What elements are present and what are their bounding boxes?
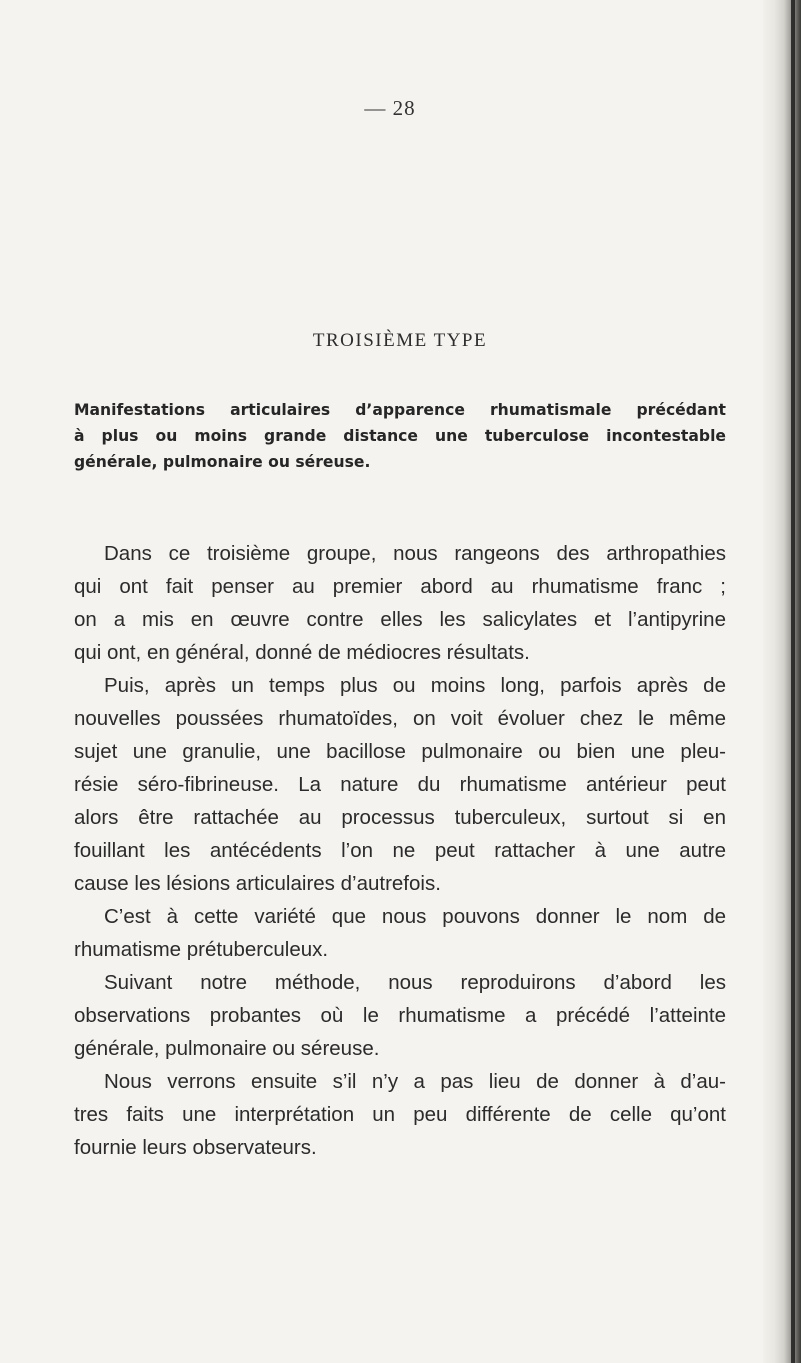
paragraph-line: alors être rattachée au processus tuberculeux, surtout si en [74, 806, 726, 829]
page-number: — 28 [364, 96, 416, 120]
subtitle-line: à plus ou moins grande distance une tuberculose incontestable [74, 427, 726, 445]
subtitle-line: générale, pulmonaire ou séreuse. [74, 453, 371, 471]
paragraph-line: résie séro-fibrineuse. La nature du rhumatisme antérieur peut [74, 773, 726, 796]
paragraph-line: fournie leurs observateurs. [74, 1136, 317, 1159]
paragraph-line: rhumatisme prétuberculeux. [74, 938, 329, 961]
paragraph-line: observations probantes où le rhumatisme a précédé l’atteinte [74, 1004, 726, 1027]
page-edge-shadow [763, 0, 801, 1363]
paragraph-line: cause les lésions articulaires d’autrefois. [74, 872, 441, 895]
page-edge-line [791, 0, 795, 1363]
paragraph-line: tres faits une interprétation un peu différente de celle qu’ont [74, 1103, 726, 1126]
section-subtitle [74, 397, 726, 475]
paragraph-line: sujet une granulie, une bacillose pulmonaire ou bien une pleu- [74, 740, 726, 763]
paragraph-line: Nous verrons ensuite s’il n’y a pas lieu de donner à d’au- [104, 1070, 726, 1093]
body-text [74, 537, 726, 1164]
paragraph-line: on a mis en œuvre contre elles les salicylates et l’antipyrine [74, 608, 726, 631]
paragraph-line: générale, pulmonaire ou séreuse. [74, 1037, 380, 1060]
section-title: TROISIÈME TYPE [312, 330, 488, 351]
paragraph-line: qui ont fait penser au premier abord au rhumatisme franc ; [74, 575, 726, 598]
paragraph-line: nouvelles poussées rhumatoïdes, on voit évoluer chez le même [74, 707, 726, 730]
paragraph-line: qui ont, en général, donné de médiocres résultats. [74, 641, 530, 664]
paragraph-line: Suivant notre méthode, nous reproduirons d’abord les [104, 971, 726, 994]
subtitle-line: Manifestations articulaires d’apparence rhumatismale précédant [74, 401, 726, 419]
paragraph-line: Puis, après un temps plus ou moins long, parfois après de [104, 674, 726, 697]
paragraph-line: fouillant les antécédents l’on ne peut rattacher à une autre [74, 839, 726, 862]
paragraph-line: C’est à cette variété que nous pouvons donner le nom de [104, 905, 726, 928]
paragraph-line: Dans ce troisième groupe, nous rangeons des arthropathies [104, 542, 726, 565]
